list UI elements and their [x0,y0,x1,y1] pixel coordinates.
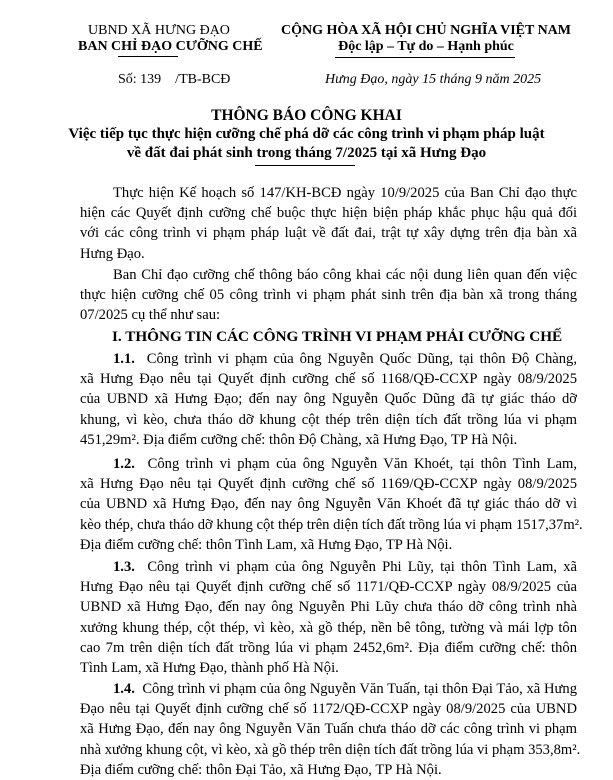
text-line: khung, vì kèo, chưa tháo dỡ khung cột thép trên diện tích đất trồng lúa vi phạm [80,411,577,428]
violation-item-1-3 [80,557,577,678]
text-line: Hưng Đạo. [80,245,145,262]
nation-underline [335,57,515,58]
text-line: Thực hiện Kế hoạch số 147/KH-BCĐ ngày 10/9/2025 của Ban Chỉ đạo thực [113,185,577,201]
text-line [113,557,577,577]
item-number: 1.1. [113,351,135,367]
text-line: với các công trình vi phạm pháp luật về đất đai, trật tự xây dựng trên địa bàn xã [80,225,577,242]
text-line: Đạo nêu tại Quyết định cưỡng chế số 1172/QĐ-CCXP ngày 08/9/2025 của UBND [80,701,577,718]
text-line: 451,29m². Địa điểm cưỡng chế: thôn Độ Chàng, xã Hưng Đạo, TP Hà Nội. [80,431,518,448]
violation-item-1-4 [80,679,581,780]
text-line: Địa điểm cưỡng chế: thôn Đại Tảo, xã Hưng Đạo, TP Hà Nội. [80,761,442,778]
text-line: Hưng Đạo nêu tại Quyết định cưỡng chế số 1171/QĐ-CCXP ngày 08/9/2025 của [80,579,577,596]
text-line: của UBND xã Hưng Đạo; đến nay ông Nguyễn Quốc Dũng đã tự giác tháo dỡ [80,391,577,408]
text-line: kèo thép, chưa tháo dỡ khung cột thép trên diện tích đất trồng lúa vi phạm 1517,37m². [80,516,583,533]
item-text: Công trình vi phạm của ông Nguyễn Quốc Dũng, tại thôn Độ Chàng, [146,351,577,367]
text-line: UBND xã Hưng Đạo, đến nay ông Nguyễn Phi Lũy chưa tháo dỡ công trình nhà [80,599,577,616]
text-line: Ban Chỉ đạo cưỡng chế thông báo công khai các nội dung liên quan đến việc [113,267,577,283]
item-number: 1.2. [113,456,135,472]
text-line: Tình Lam, xã Hưng Đạo, thành phố Hà Nội. [80,660,339,677]
doc-subtitle-line2: về đất đai phát sinh trong tháng 7/2025 tại xã Hưng Đạo [126,145,487,161]
text-line: Địa điểm cưỡng chế: thôn Tình Lam, xã Hưng Đạo, TP Hà Nội. [80,536,453,553]
text-line: xưởng khung thép, cột thép, vì kèo, xà gồ thép, nền bê tông, tường và mái lợp tôn [80,619,577,636]
place-date: Hưng Đạo, ngày 15 tháng 9 năm 2025 [325,72,542,87]
text-line: xã Hưng Đạo, đến nay ông Nguyễn Văn Tuấn chưa tháo dỡ các công trình vi phạm [80,721,577,738]
item-text: Công trình vi phạm của ông Nguyễn Phi Lũy, tại thôn Tình Lam, xã [147,559,577,575]
item-text: Công trình vi phạm của ông Nguyễn Văn Tuấn, tại thôn Đại Tảo, xã Hưng [142,681,578,697]
text-line: cao 7m trên diện tích đất trồng lúa vi phạm 2452,6m². Địa điểm cưỡng chế: thôn [80,639,577,656]
intro-paragraph-2 [80,265,577,326]
section-1-heading: I. THÔNG TIN CÁC CÔNG TRÌNH VI PHẠM PHẢI CƯỠNG CHẾ [112,328,563,345]
text-line: nhà xưởng khung cột, vì kèo, xà gồ thép trên diện tích đất trồng lúa vi phạm 353,8m². [80,741,581,758]
text-line: của UBND xã Hưng Đạo, đến nay ông Nguyễn Văn Khoét đã tự giác tháo dỡ vì [80,496,577,513]
text-line [113,349,577,369]
item-number: 1.4. [113,681,135,697]
doc-number: Số: 139 /TB-BCĐ [118,72,231,87]
org-committee: BAN CHỈ ĐẠO CƯỠNG CHẾ [78,39,263,54]
text-line: thực hiện cưỡng chế 05 công trình vi phạm phát sinh trên địa bàn xã trong tháng [80,287,577,304]
text-line: xã Hưng Đạo nêu tại Quyết định cưỡng chế số 1168/QĐ-CCXP ngày 08/9/2025 [80,371,577,388]
text-line: xã Hưng Đạo nêu tại Quyết định cưỡng chế số 1169/QĐ-CCXP ngày 08/9/2025 [80,476,577,493]
violation-item-1-1 [80,349,577,450]
title-underline [255,165,355,166]
intro-paragraph-1 [80,183,577,264]
item-number: 1.3. [113,559,135,575]
org-name: UBND XÃ HƯNG ĐẠO [88,23,230,38]
doc-title: THÔNG BÁO CÔNG KHAI [211,107,402,124]
text-line [113,679,577,699]
text-line: hiện các Quyết định cưỡng chế buộc thực hiện biện pháp khắc phục hậu quả đối [80,205,577,222]
doc-subtitle-line1: Việc tiếp tục thực hiện cưỡng chế phá dỡ các công trình vi phạm pháp luật [68,126,545,142]
violation-item-1-2 [80,454,583,555]
item-text: Công trình vi phạm của ông Nguyễn Văn Khoét, tại thôn Tình Lam, [147,456,577,472]
text-line: 07/2025 cụ thể như sau: [80,307,221,324]
nation-motto: Độc lập – Tự do – Hạnh phúc [338,39,514,54]
org-underline [118,56,178,57]
nation-name: CỘNG HÒA XÃ HỘI CHỦ NGHĨA VIỆT NAM [280,23,571,38]
text-line [113,454,577,474]
